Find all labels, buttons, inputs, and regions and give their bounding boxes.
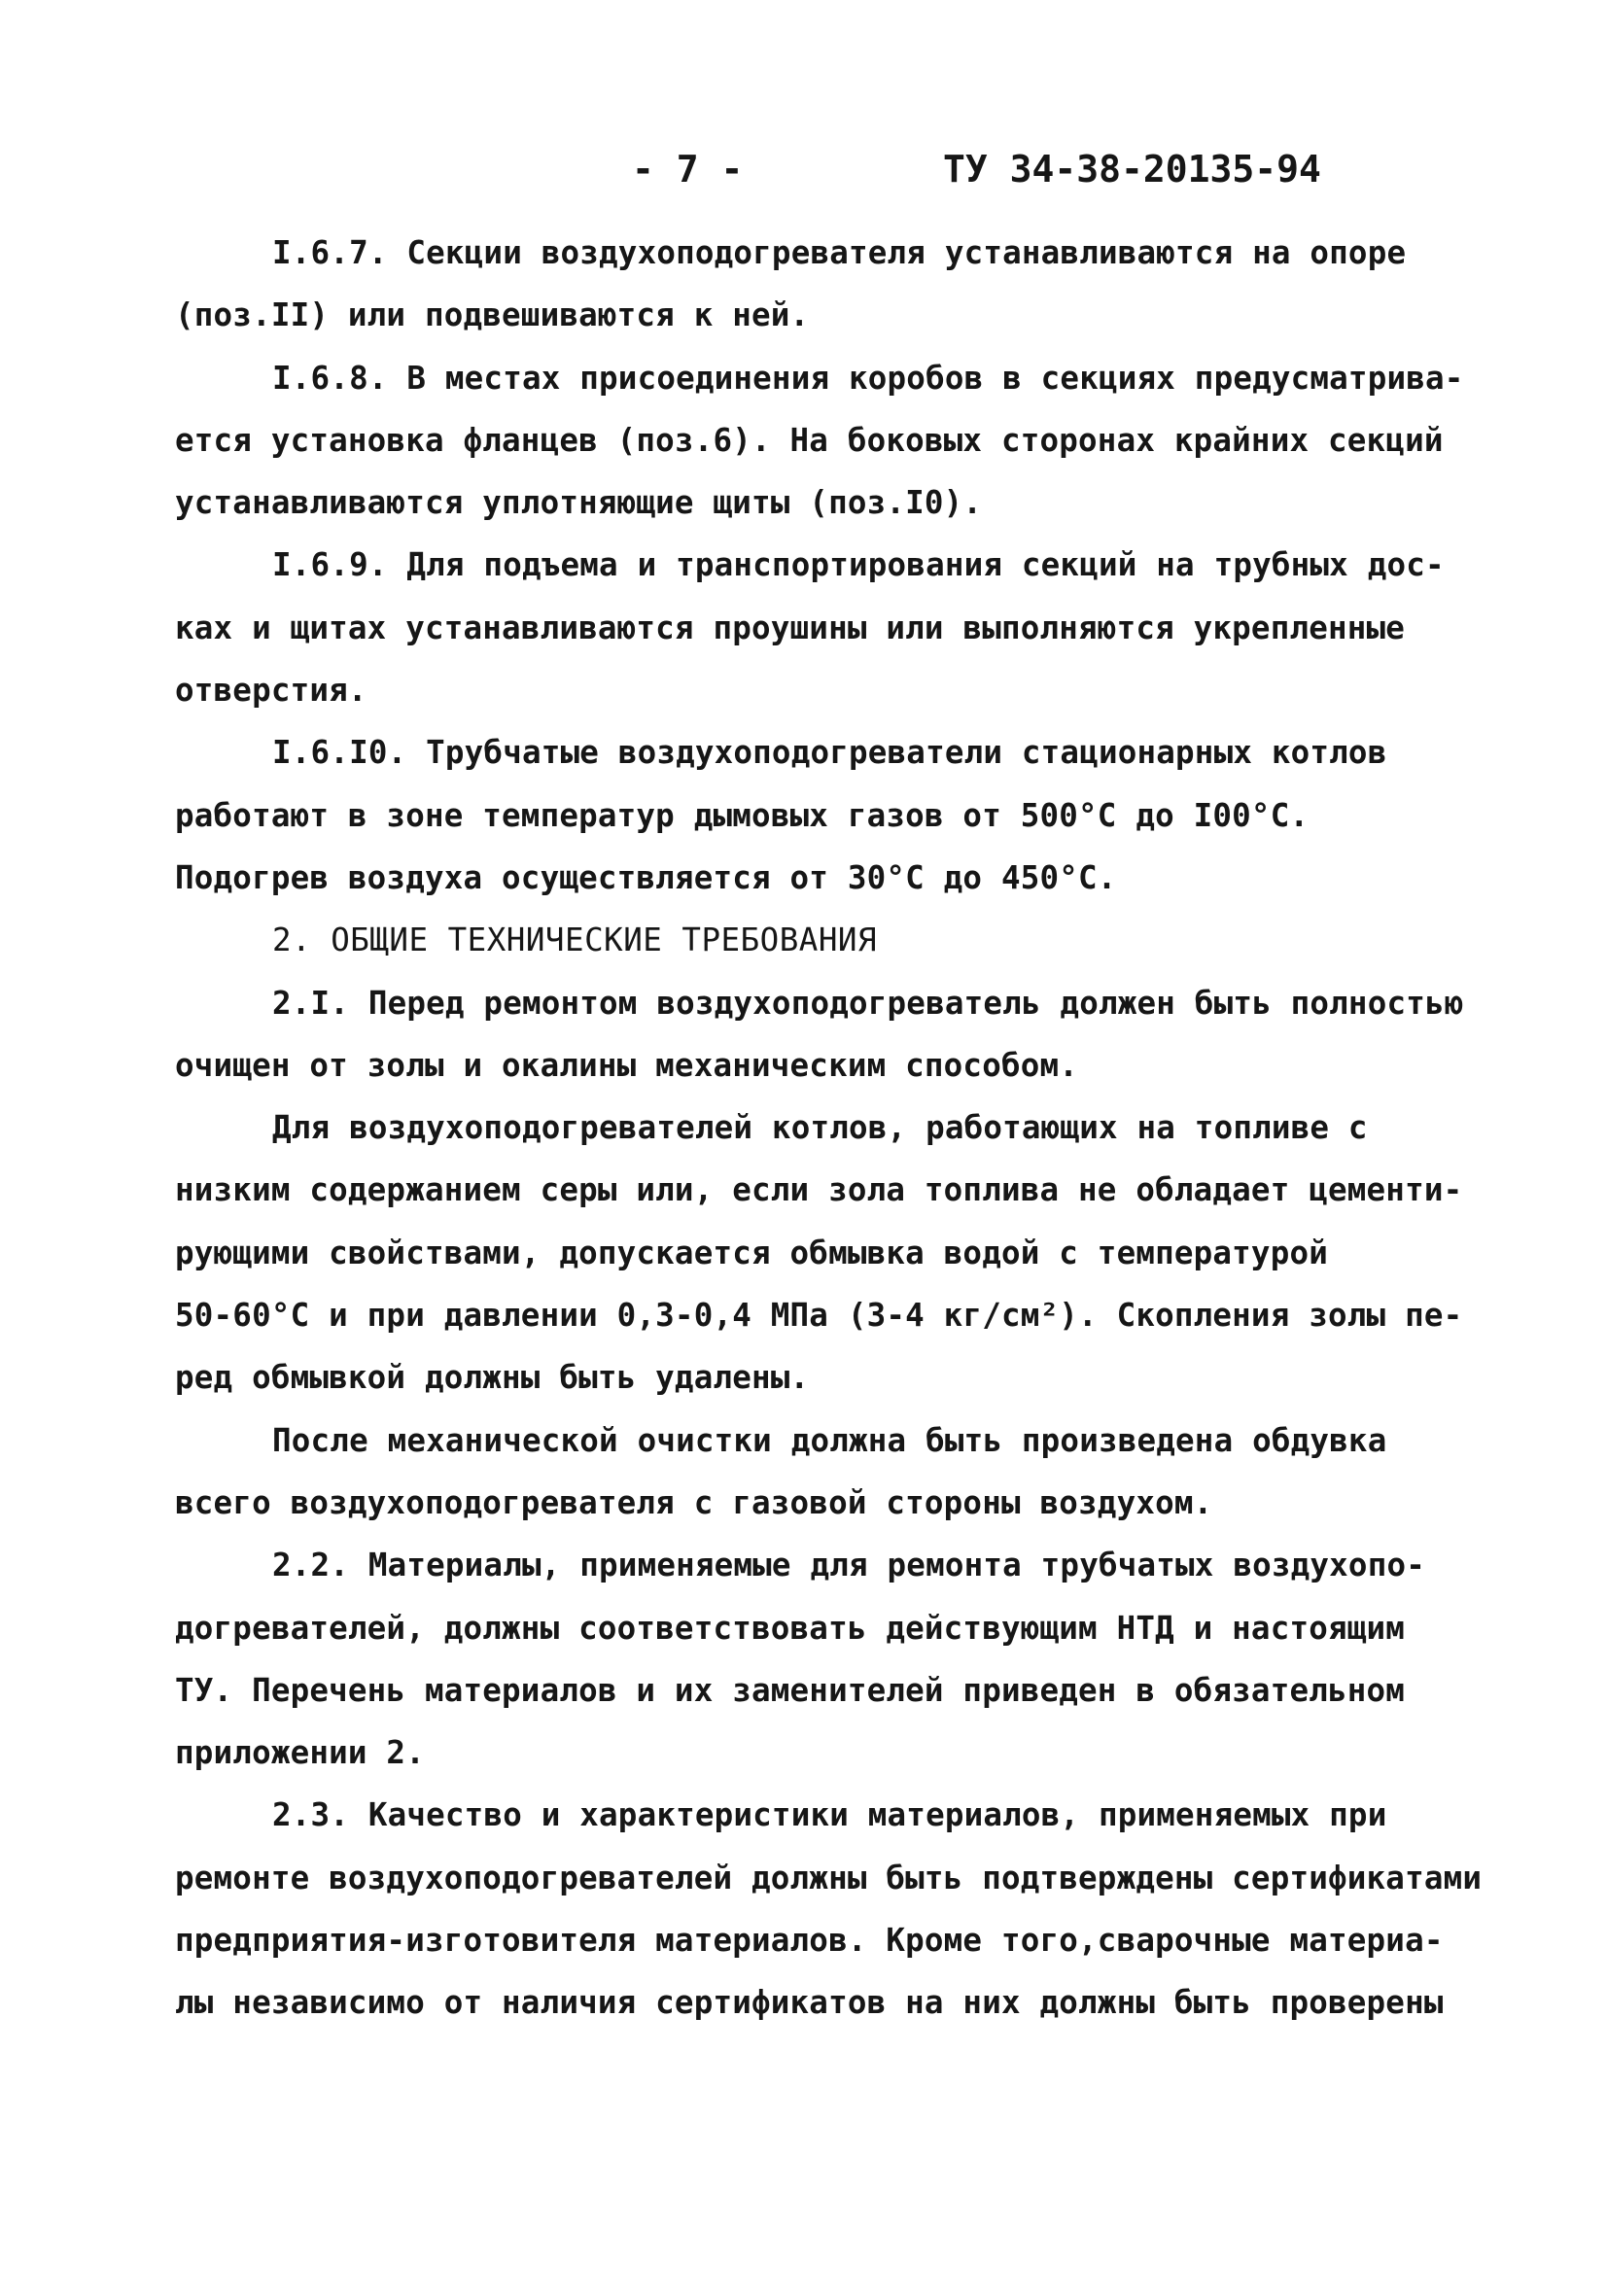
text-line: предприятия-изготовителя материалов. Кроме того,сварочные материа- <box>175 1922 1444 1960</box>
text-line: I.6.7. Секции воздухоподогревателя устанавливаются на опоре <box>272 234 1407 271</box>
text-line: Подогрев воздуха осуществляется от 30°С до 450°С. <box>175 858 1117 896</box>
text-line: работают в зоне температур дымовых газов от 500°С до I00°С. <box>175 796 1310 834</box>
text-line: очищен от золы и окалины механическим способом. <box>175 1046 1079 1084</box>
page-header <box>0 148 1607 206</box>
text-line: приложении 2. <box>175 1734 425 1772</box>
text-line: 2.I. Перед ремонтом воздухоподогреватель должен быть полностью <box>272 984 1464 1022</box>
text-line: I.6.8. В местах присоединения коробов в секциях предусматрива- <box>272 359 1464 397</box>
text-line: лы независимо от наличия сертификатов на них должны быть проверены <box>175 1984 1444 2022</box>
text-line: 50-60°С и при давлении 0,3-0,4 МПа (3-4 кг/см²). Скопления золы пе- <box>175 1297 1463 1335</box>
text-line: ред обмывкой должны быть удалены. <box>175 1359 810 1397</box>
text-line: ках и щитах устанавливаются проушины или выполняются укрепленные <box>175 609 1406 646</box>
text-line: I.6.9. Для подъема и транспортирования секций на трубных дос- <box>272 546 1445 584</box>
section-heading: 2. ОБЩИЕ ТЕХНИЧЕСКИЕ ТРЕБОВАНИЯ <box>272 922 878 959</box>
text-line: ТУ. Перечень материалов и их заменителей приведен в обязательном <box>175 1671 1406 1709</box>
text-line: После механической очистки должна быть произведена обдувка <box>272 1421 1387 1459</box>
text-line: устанавливаются уплотняющие щиты (поз.I0). <box>175 484 983 522</box>
text-line: I.6.I0. Трубчатые воздухоподогреватели стационарных котлов <box>272 734 1387 772</box>
text-line: всего воздухоподогревателя с газовой стороны воздухом. <box>175 1483 1213 1521</box>
text-line: отверстия. <box>175 672 367 710</box>
text-line: 2.3. Качество и характеристики материалов, применяемых при <box>272 1796 1387 1834</box>
text-line: ремонте воздухоподогревателей должны быть подтверждены сертификатами <box>175 1859 1483 1896</box>
text-line: низким содержанием серы или, если зола топлива не обладает цементи- <box>175 1171 1463 1209</box>
document-code: ТУ 34-38-20135-94 <box>943 148 1321 191</box>
text-line: 2.2. Материалы, применяемые для ремонта трубчатых воздухопо- <box>272 1547 1425 1584</box>
document-body <box>175 222 1483 2035</box>
text-line: (поз.II) или подвешиваются к ней. <box>175 296 810 334</box>
text-line: догревателей, должны соответствовать действующим НТД и настоящим <box>175 1609 1406 1647</box>
page-number: - 7 - <box>632 148 744 191</box>
text-line: Для воздухоподогревателей котлов, работающих на топливе с <box>272 1109 1368 1147</box>
text-line: рующими свойствами, допускается обмывка водой с температурой <box>175 1234 1328 1271</box>
text-line: ется установка фланцев (поз.6). На боковых сторонах крайних секций <box>175 421 1444 459</box>
